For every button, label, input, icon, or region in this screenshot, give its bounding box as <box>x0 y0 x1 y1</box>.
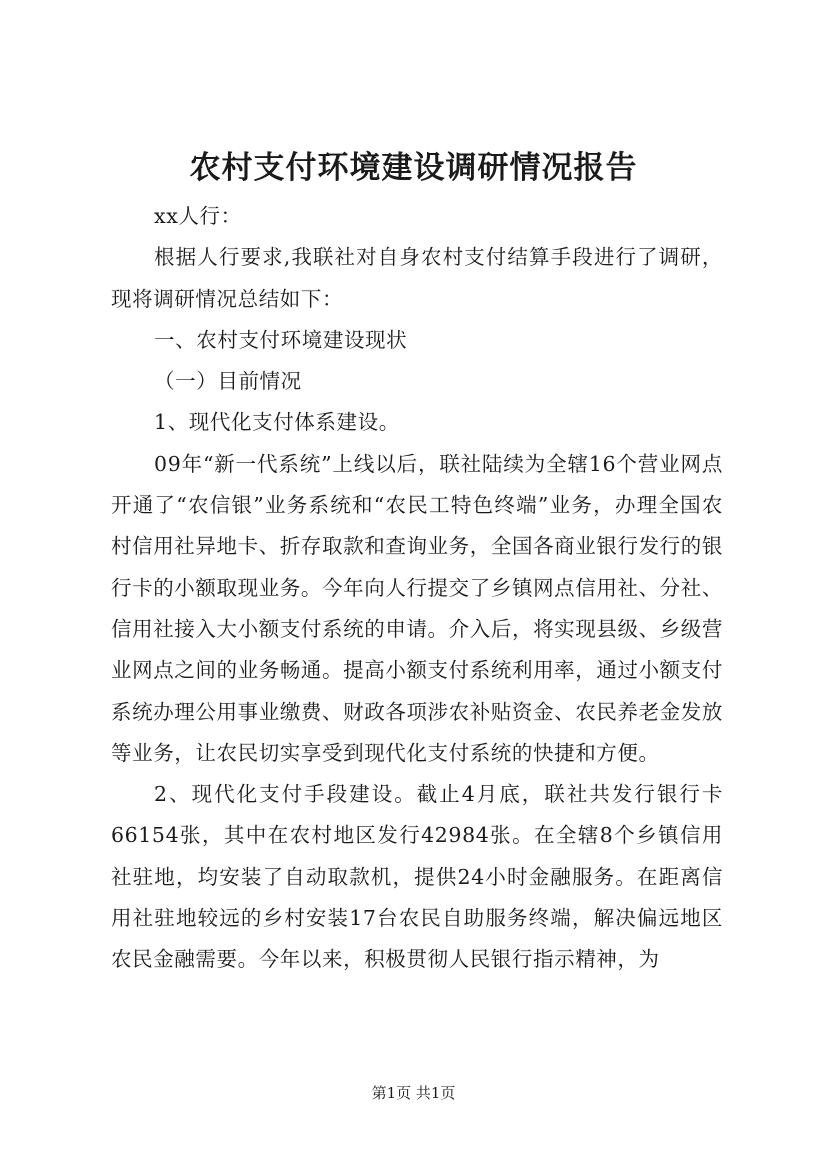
item-heading: 1、现代化支付体系建设。 <box>154 410 400 435</box>
document-body <box>111 196 723 981</box>
intro-paragraph: 根据人行要求,我联社对自身农村支付结算手段进行了调研，现将调研情况总结如下： <box>111 245 723 311</box>
salutation: xx人行： <box>154 204 242 228</box>
section-heading: 一、农村支付环境建设现状 <box>154 327 408 352</box>
body-paragraph: 2、现代化支付手段建设。截止4月底，联社共发行银行卡66154张，其中在农村地区发行42984张。在全辖8个乡镇信用社驻地，均安装了自动取款机，提供24小时金融服务。在距离信用社驻地较远的乡村安装17台农民自助服务终端，解决偏远地区农民金融需要。今年以来，积极贯彻人民银行指示精神，为 <box>111 782 723 972</box>
page-footer: 第1页 共1页 <box>371 1084 456 1102</box>
document-title: 农村支付环境建设调研情况报告 <box>189 150 638 186</box>
body-paragraph: 09年“新一代系统”上线以后，联社陆续为全辖16个营业网点开通了“农信银”业务系统和“农民工特色终端”业务，办理全国农村信用社异地卡、折存取款和查询业务，全国各商业银行发行的银行卡的小额取现业务。今年向人行提交了乡镇网点信用社、分社、信用社接入大小额支付系统的申请。介入后，将实现县级、乡级营业网点之间的业务畅通。提高小额支付系统利用率，通过小额支付系统办理公用事业缴费、财政各项涉农补贴资金、农民养老金发放等业务，让农民切实享受到现代化支付系统的快捷和方便。 <box>111 451 723 765</box>
subsection-heading: （一）目前情况 <box>154 369 302 394</box>
